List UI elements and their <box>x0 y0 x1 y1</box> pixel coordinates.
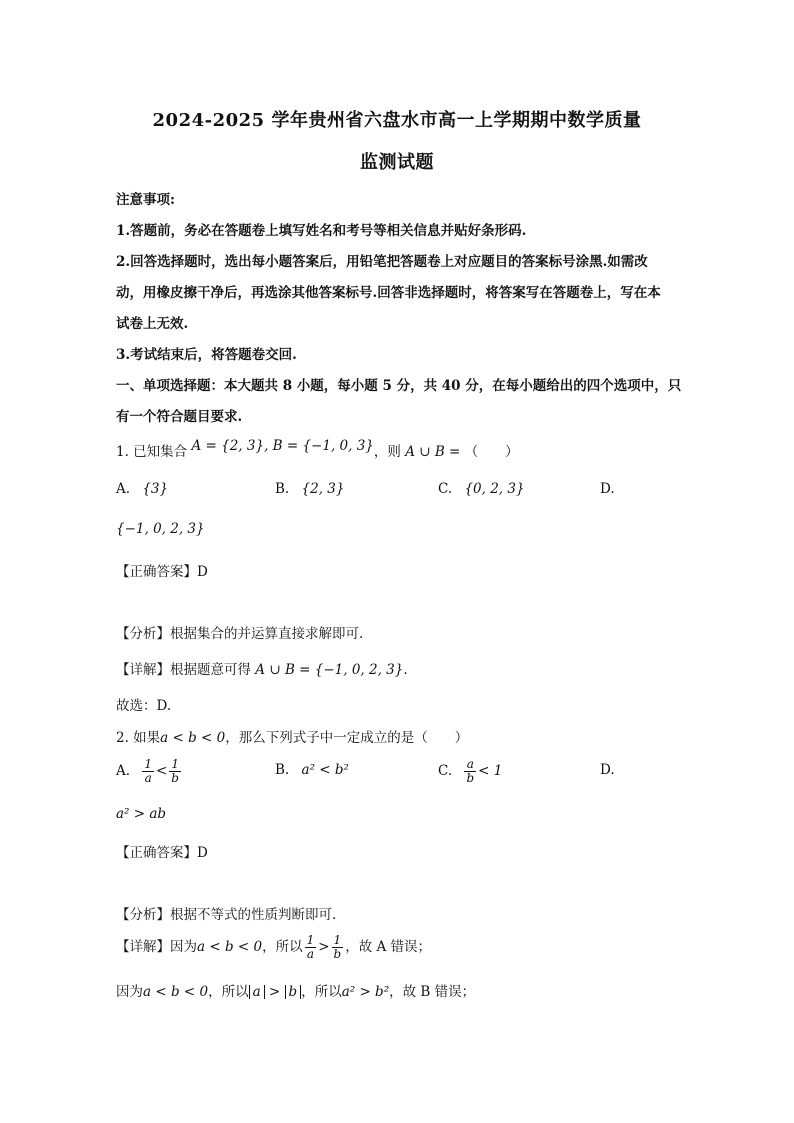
option-label: C. <box>438 481 453 497</box>
fraction-a-over-b <box>464 758 476 785</box>
question-2-stem <box>116 726 468 746</box>
section-heading-line-2: 有一个符合题目要求. <box>116 409 243 425</box>
question-1-stem <box>116 440 519 460</box>
abs-a: a <box>249 985 265 999</box>
fraction-1-over-a <box>305 934 317 961</box>
question-1-option-d-label: D. <box>600 481 615 497</box>
fraction-numerator: a <box>464 758 476 772</box>
notice-item-1: 1.答题前，务必在答题卷上填写姓名和考号等相关信息并贴好条形码. <box>116 223 527 239</box>
notice-item-3: 3.考试结束后，将答题卷交回. <box>116 347 297 363</box>
greater-than: > <box>318 939 330 955</box>
notice-item-2-line-2: 动，用橡皮擦干净后，再选涂其他答案标号.回答非选择题时，将答案写在答题卷上，写在本 <box>116 285 661 301</box>
question-2-option-b <box>275 762 349 778</box>
less-than-one: < 1 <box>478 763 503 779</box>
question-1-conclusion: 故选：D. <box>116 698 172 714</box>
option-label: C. <box>438 763 453 779</box>
question-1-mid: ，则 <box>373 444 401 460</box>
question-1-option-b <box>275 481 344 497</box>
question-2-answer: 【正确答案】D <box>116 845 208 861</box>
question-2-option-d-label: D. <box>600 762 615 778</box>
detail-prefix: 【详解】根据题意可得 <box>116 662 251 678</box>
question-1-option-c <box>438 481 525 497</box>
question-1-prefix: 1. 已知集合 <box>116 444 188 460</box>
detail-prefix: 【详解】因为 <box>116 939 197 955</box>
question-1-set-b: , B = {−1, 0, 3} <box>264 438 374 454</box>
option-label: B. <box>275 481 290 497</box>
fraction-numerator: 1 <box>332 934 344 948</box>
fraction-denominator: a <box>144 771 152 785</box>
detail-expr: a² > b² <box>341 984 390 1000</box>
option-value: {2, 3} <box>301 481 345 497</box>
question-1-detail <box>116 658 408 678</box>
fraction-denominator: a <box>306 947 314 961</box>
option-value: {0, 2, 3} <box>464 481 525 497</box>
notice-item-2-line-3: 试卷上无效. <box>116 316 189 332</box>
fraction-numerator: 1 <box>306 933 315 947</box>
detail-mid: ，所以 <box>208 984 249 1000</box>
title-line-2: 监测试题 <box>360 152 434 173</box>
fraction-denominator: b <box>333 947 342 961</box>
question-2-condition: a < b < 0 <box>160 730 226 746</box>
detail-condition: a < b < 0 <box>197 939 263 955</box>
option-label: A. <box>116 481 131 497</box>
detail-end: . <box>403 662 408 678</box>
question-1-set-a: A = {2, 3} <box>191 438 265 454</box>
question-2-prefix: 2. 如果 <box>116 730 161 746</box>
question-1-option-a <box>116 481 168 497</box>
detail-prefix: 因为 <box>116 984 143 1000</box>
fraction-denominator: b <box>171 771 179 785</box>
question-2-detail-1 <box>116 934 431 961</box>
detail-end: ，故 A 错误； <box>345 939 432 955</box>
detail-expr: A ∪ B = {−1, 0, 2, 3} <box>255 662 404 678</box>
notice-heading: 注意事项: <box>116 192 175 208</box>
fraction-numerator: 1 <box>169 758 181 772</box>
question-1-answer: 【正确答案】D <box>116 564 208 580</box>
abs-b: b <box>285 985 302 999</box>
question-2-option-d-value: a² > ab <box>116 806 167 822</box>
question-1-analysis: 【分析】根据集合的并运算直接求解即可. <box>116 626 364 642</box>
detail-mid-2: ，所以 <box>301 984 342 1000</box>
option-value: {3} <box>142 481 169 497</box>
fraction-1-over-b <box>332 934 344 961</box>
fraction-1-over-a <box>142 758 154 785</box>
detail-condition: a < b < 0 <box>143 984 209 1000</box>
question-2-mid: ，那么下列式子中一定成立的是（ ） <box>225 730 469 746</box>
question-2-option-c <box>438 758 502 785</box>
question-1-option-d-value: {−1, 0, 2, 3} <box>116 521 205 537</box>
option-label: B. <box>275 762 290 778</box>
detail-end: ，故 B 错误； <box>389 984 476 1000</box>
question-2-option-a <box>116 758 183 785</box>
question-1-expr: A ∪ B = <box>405 444 461 460</box>
fraction-numerator: 1 <box>144 757 152 771</box>
option-value: a² < b² <box>301 762 349 778</box>
section-heading-line-1: 一、单项选择题：本大题共 8 小题，每小题 5 分，共 40 分，在每小题给出的四个选项中，只 <box>116 378 682 394</box>
less-than: < <box>155 763 168 779</box>
option-label: A. <box>116 763 131 779</box>
question-2-analysis: 【分析】根据不等式的性质判断即可. <box>116 907 337 923</box>
fraction-denominator: b <box>466 771 475 785</box>
question-1-paren: （ ） <box>464 444 519 460</box>
title-line-1: 2024-2025 学年贵州省六盘水市高一上学期期中数学质量 <box>152 110 642 131</box>
notice-item-2-line-1: 2.回答选择题时，选出每小题答案后，用铅笔把答题卷上对应题目的答案标号涂黑.如需改 <box>116 254 648 270</box>
detail-mid: ，所以 <box>262 939 303 955</box>
question-2-detail-2: 因为a < b < 0，所以 a > b ，所以a² > b²，故 B 错误； <box>116 984 476 1000</box>
fraction-1-over-b <box>169 758 181 785</box>
